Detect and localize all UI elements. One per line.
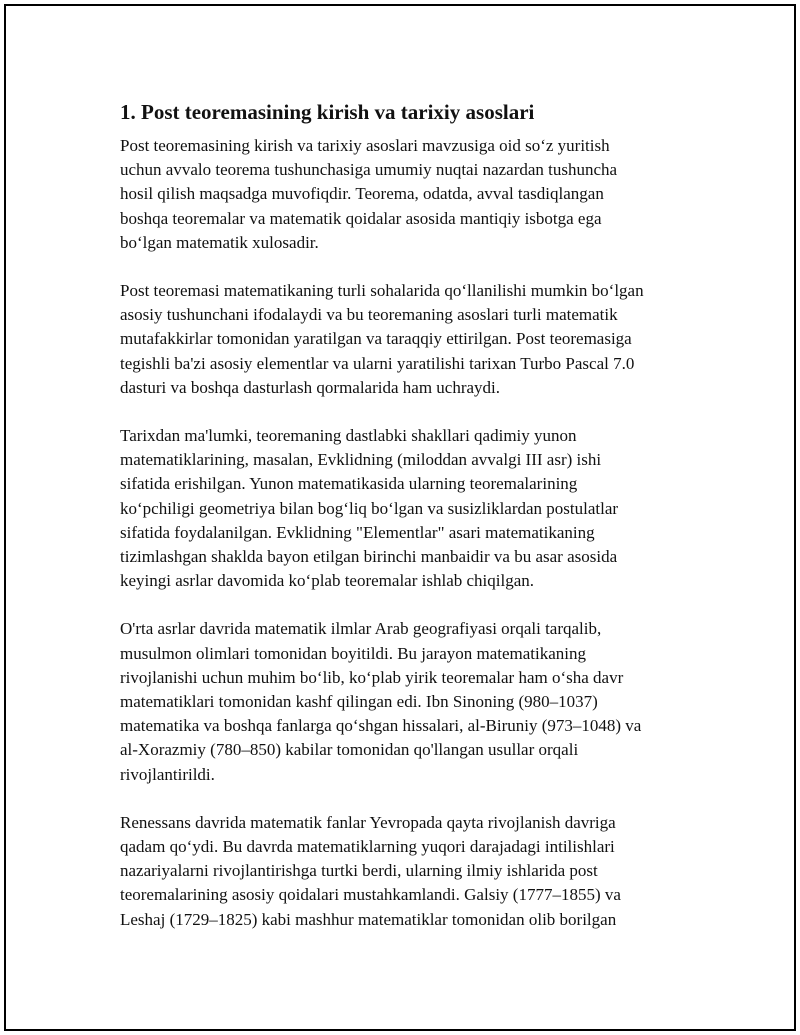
- text-line: dasturi va boshqa dasturlash qormalarida ham uchraydi.: [120, 377, 501, 397]
- paragraph: [120, 424, 700, 593]
- text-line: nazariyalarni rivojlantirishga turtki berdi, ularning ilmiy ishlarida post: [120, 861, 598, 881]
- page-frame: [4, 4, 796, 1031]
- section-heading: 1. Post teoremasining kirish va tarixiy asoslari: [120, 100, 535, 124]
- paragraph: [120, 811, 700, 932]
- text-line: uchun avvalo teorema tushunchasiga umumiy nuqtai nazardan tushuncha: [120, 160, 618, 180]
- text-line: musulmon olimlari tomonidan boyitildi. Bu jarayon matematikaning: [120, 643, 587, 663]
- text-line: matematiklarining, masalan, Evklidning (miloddan avvalgi III asr) ishi: [120, 450, 602, 470]
- text-line: tizimlashgan shaklda bayon etilgan birinchi manbaidir va bu asar asosida: [120, 547, 618, 567]
- text-line: ko‘pchiligi geometriya bilan bog‘liq bo‘lgan va susizliklardan postulatlar: [120, 498, 619, 518]
- text-line: bo‘lgan matematik xulosadir.: [120, 232, 319, 252]
- document-body: [120, 98, 700, 956]
- paragraph: [120, 617, 700, 786]
- text-line: Renessans davrida matematik fanlar Yevropada qayta rivojlanish davriga: [120, 812, 616, 832]
- text-line: rivojlanishi uchun muhim bo‘lib, ko‘plab yirik teoremalar ham o‘sha davr: [120, 667, 624, 687]
- text-line: tegishli ba'zi asosiy elementlar va ularni yaratilishi tarixan Turbo Pascal 7.0: [120, 353, 635, 373]
- text-line: al-Xorazmiy (780–850) kabilar tomonidan qo'llangan usullar orqali: [120, 740, 579, 760]
- text-line: keyingi asrlar davomida ko‘plab teoremalar ishlab chiqilgan.: [120, 571, 535, 591]
- text-line: boshqa teoremalar va matematik qoidalar asosida mantiqiy isbotga ega: [120, 208, 602, 228]
- paragraph: [120, 279, 700, 400]
- text-line: mutafakkirlar tomonidan yaratilgan va taraqqiy ettirilgan. Post teoremasiga: [120, 329, 632, 349]
- text-line: hosil qilish maqsadga muvofiqdir. Teorema, odatda, avval tasdiqlangan: [120, 184, 604, 204]
- text-line: matematiklari tomonidan kashf qilingan edi. Ibn Sinoning (980–1037): [120, 692, 598, 712]
- paragraph: [120, 134, 700, 255]
- text-line: sifatida foydalanilgan. Evklidning "Elementlar" asari matematikaning: [120, 522, 595, 542]
- text-line: Tarixdan ma'lumki, teoremaning dastlabki shakllari qadimiy yunon: [120, 426, 577, 446]
- text-line: teoremalarining asosiy qoidalari mustahkamlandi. Galsiy (1777–1855) va: [120, 885, 621, 905]
- text-line: O'rta asrlar davrida matematik ilmlar Arab geografiyasi orqali tarqalib,: [120, 619, 602, 639]
- text-line: asosiy tushunchani ifodalaydi va bu teoremaning asoslari turli matematik: [120, 305, 618, 325]
- text-line: Post teoremasi matematikaning turli sohalarida qo‘llanilishi mumkin bo‘lgan: [120, 281, 644, 301]
- text-line: matematika va boshqa fanlarga qo‘shgan hissalari, al-Biruniy (973–1048) va: [120, 716, 642, 736]
- text-line: rivojlantirildi.: [120, 764, 215, 784]
- text-line: Post teoremasining kirish va tarixiy asoslari mavzusiga oid so‘z yuritish: [120, 136, 610, 155]
- text-line: sifatida erishilgan. Yunon matematikasida ularning teoremalarining: [120, 474, 578, 494]
- text-line: Leshaj (1729–1825) kabi mashhur matematiklar tomonidan olib borilgan: [120, 909, 617, 929]
- text-line: qadam qo‘ydi. Bu davrda matematiklarning yuqori darajadagi intilishlari: [120, 837, 615, 857]
